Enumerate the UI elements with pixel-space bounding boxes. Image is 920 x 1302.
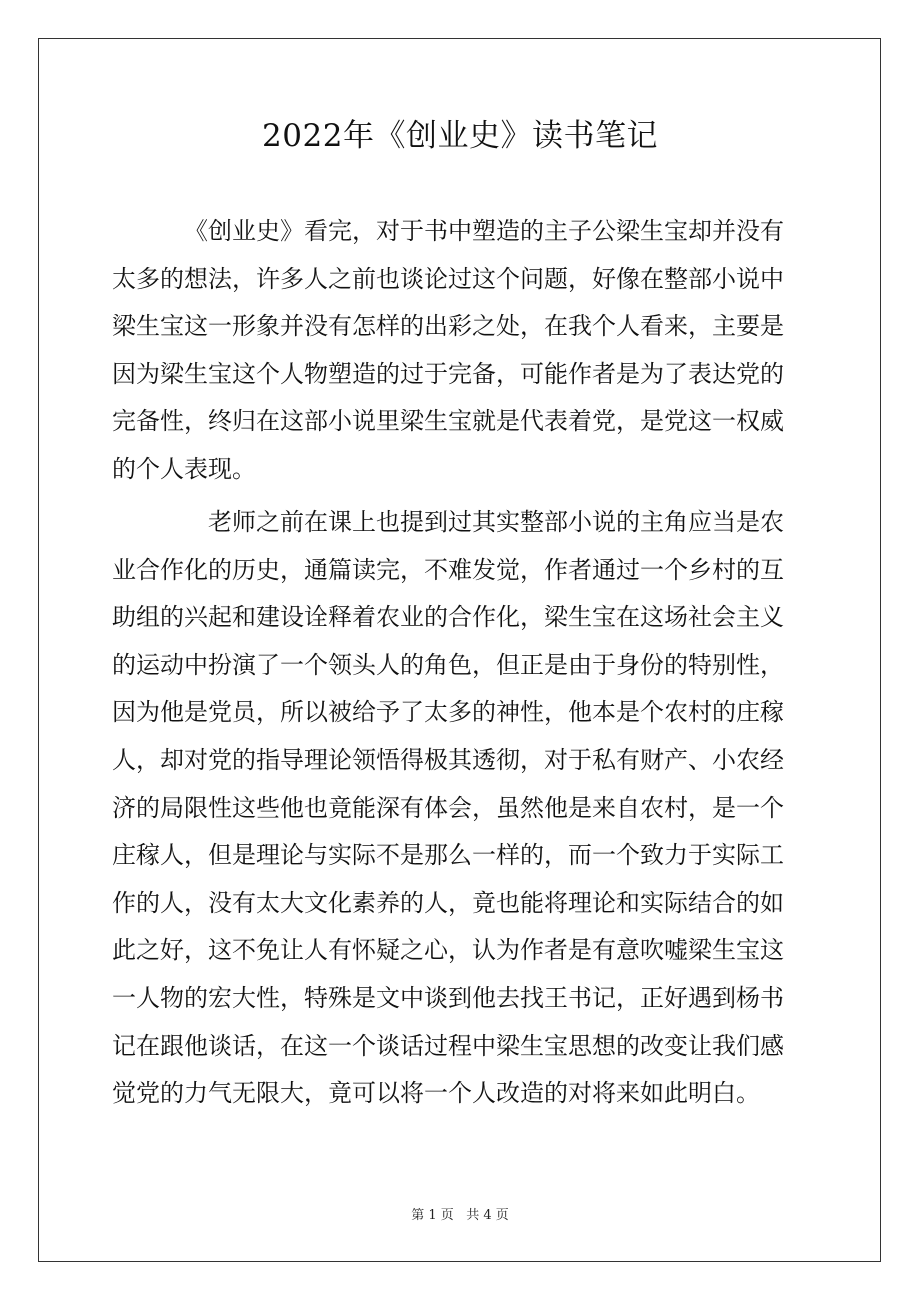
paragraph-line: 庄稼人，但是理论与实际不是那么一样的，而一个致力于实际工 [112,841,784,870]
paragraph-line: 因为梁生宝这个人物塑造的过于完备，可能作者是为了表达党的 [112,359,784,388]
paragraph-line: 太多的想法，许多人之前也谈论过这个问题，好像在整部小说中 [112,264,784,293]
paragraph-line: 作的人，没有太大文化素养的人，竟也能将理论和实际结合的如 [112,888,784,917]
page-number-footer [0,1206,920,1226]
paragraph-line: 因为他是党员，所以被给予了太多的神性，他本是个农村的庄稼 [112,698,784,727]
paragraph-line: 老师之前在课上也提到过其实整部小说的主角应当是农 [208,508,784,536]
paragraph-line: 业合作化的历史，通篇读完，不难发觉，作者通过一个乡村的互 [112,555,784,584]
body-paragraph-2 [112,499,806,1118]
paragraph-line: 觉党的力气无限大，竟可以将一个人改造的对将来如此明白。 [112,1079,760,1108]
paragraph-line: 记在跟他谈话，在这一个谈话过程中梁生宝思想的改变让我们感 [112,1031,784,1060]
paragraph-line: 一人物的宏大性，特殊是文中谈到他去找王书记，正好遇到杨书 [112,983,784,1012]
document-title: 2022年《创业史》读书笔记 [262,118,658,154]
paragraph-line: 助组的兴起和建设诠释着农业的合作化，梁生宝在这场社会主义 [112,603,784,632]
body-paragraph-1 [112,208,806,494]
paragraph-line: 《创业史》看完，对于书中塑造的主子公梁生宝却并没有 [184,217,784,245]
paragraph-line: 梁生宝这一形象并没有怎样的出彩之处，在我个人看来，主要是 [112,312,784,341]
page-number-label: 第 1 页 共 4 页 [411,1208,509,1223]
paragraph-line: 的个人表现。 [112,454,256,483]
paragraph-line: 人，却对党的指导理论领悟得极其透彻，对于私有财产、小农经 [112,745,784,774]
paragraph-line: 济的局限性这些他也竟能深有体会，虽然他是来自农村，是一个 [112,793,784,822]
paragraph-line: 完备性，终归在这部小说里梁生宝就是代表着党，是党这一权威 [112,407,784,436]
paragraph-line: 此之好，这不免让人有怀疑之心，认为作者是有意吹嘘梁生宝这 [112,936,784,965]
paragraph-line: 的运动中扮演了一个领头人的角色，但正是由于身份的特别性， [112,650,784,679]
